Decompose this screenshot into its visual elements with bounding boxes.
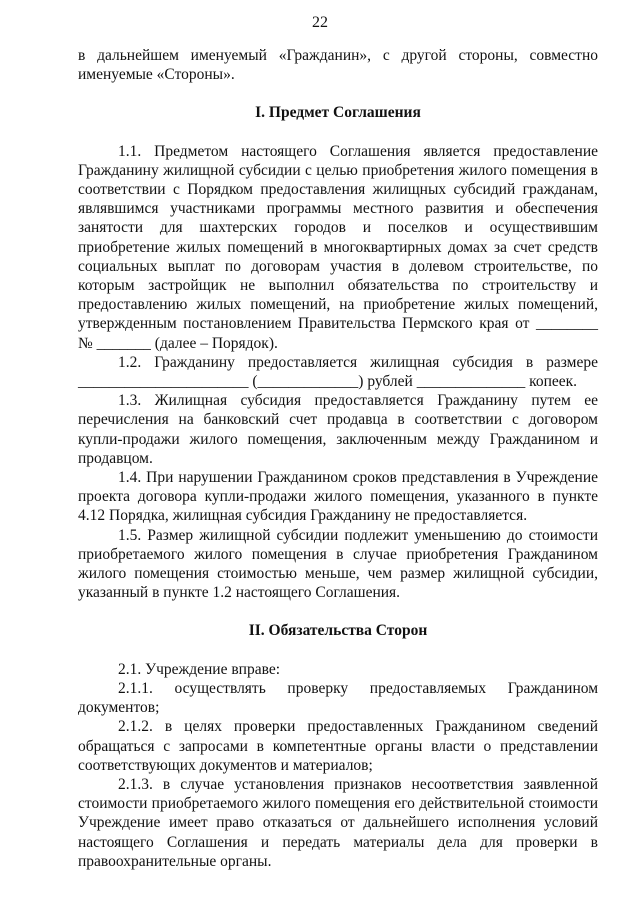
clause-1-2: 1.2. Гражданину предоставляется жилищная субсидия в размере ______________________ (_____________) рублей ______________ копеек.: [78, 353, 598, 391]
clause-1-1: 1.1. Предметом настоящего Соглашения является предоставление Гражданину жилищной субсидии с целью приобретения жилого помещения в соответствии с Порядком предоставления жилищных субсидий гражданам, являвшимся участниками программы местного развития и обеспечения занятости для шахтерских городов и поселков и осуществившим приобретение жилых помещений в многоквартирных домах за счет средств социальных выплат по договорам участия в долевом строительстве, по которым застройщик не выполнил обязательства по строительству и предоставлению жилых помещений, на приобретение жилых помещений, утвержденным постановлением Правительства Пермского края от ________ № _______ (далее – Порядок).: [78, 142, 598, 352]
intro-paragraph: в дальнейшем именуемый «Гражданин», с другой стороны, совместно именуемые «Стороны».: [78, 47, 598, 84]
clause-2-1-3: 2.1.3. в случае установления признаков несоответствия заявленной стоимости приобретаемого жилого помещения его действительной стоимости Учреждение имеет право отказаться от дальнейшего исполнения условий настоящего Соглашения и передать материалы дела для проверки в правоохранительные органы.: [78, 775, 598, 870]
clause-1-5: 1.5. Размер жилищной субсидии подлежит уменьшению до стоимости приобретаемого жилого помещения в случае приобретения Гражданином жилого помещения стоимостью меньше, чем размер жилищной субсидии, указанный в пункте 1.2 настоящего Соглашения.: [78, 526, 598, 602]
page-number: 22: [312, 14, 328, 31]
section-2-heading: II. Обязательства Сторон: [248, 622, 428, 640]
clause-1-3: 1.3. Жилищная субсидия предоставляется Гражданину путем ее перечисления на банковский счет продавца в соответствии с договором купли-продажи жилого помещения, заключенным между Гражданином и продавцом.: [78, 392, 598, 467]
clause-2-1-2: 2.1.2. в целях проверки предоставленных Гражданином сведений обращаться с запросами в компетентные органы власти о представлении соответствующих документов и материалов;: [78, 718, 598, 774]
clause-2-1: 2.1. Учреждение вправе:: [118, 660, 281, 678]
section-1-heading: I. Предмет Соглашения: [255, 104, 421, 122]
clause-1-4: 1.4. При нарушении Гражданином сроков представления в Учреждение проекта договора купли-продажи жилого помещения, указанного в пункте 4.12 Порядка, жилищная субсидия Гражданину не предоставляется.: [78, 469, 598, 525]
document-body: [78, 46, 598, 871]
clause-2-1-1: 2.1.1. осуществлять проверку предоставляемых Гражданином документов;: [78, 679, 598, 717]
